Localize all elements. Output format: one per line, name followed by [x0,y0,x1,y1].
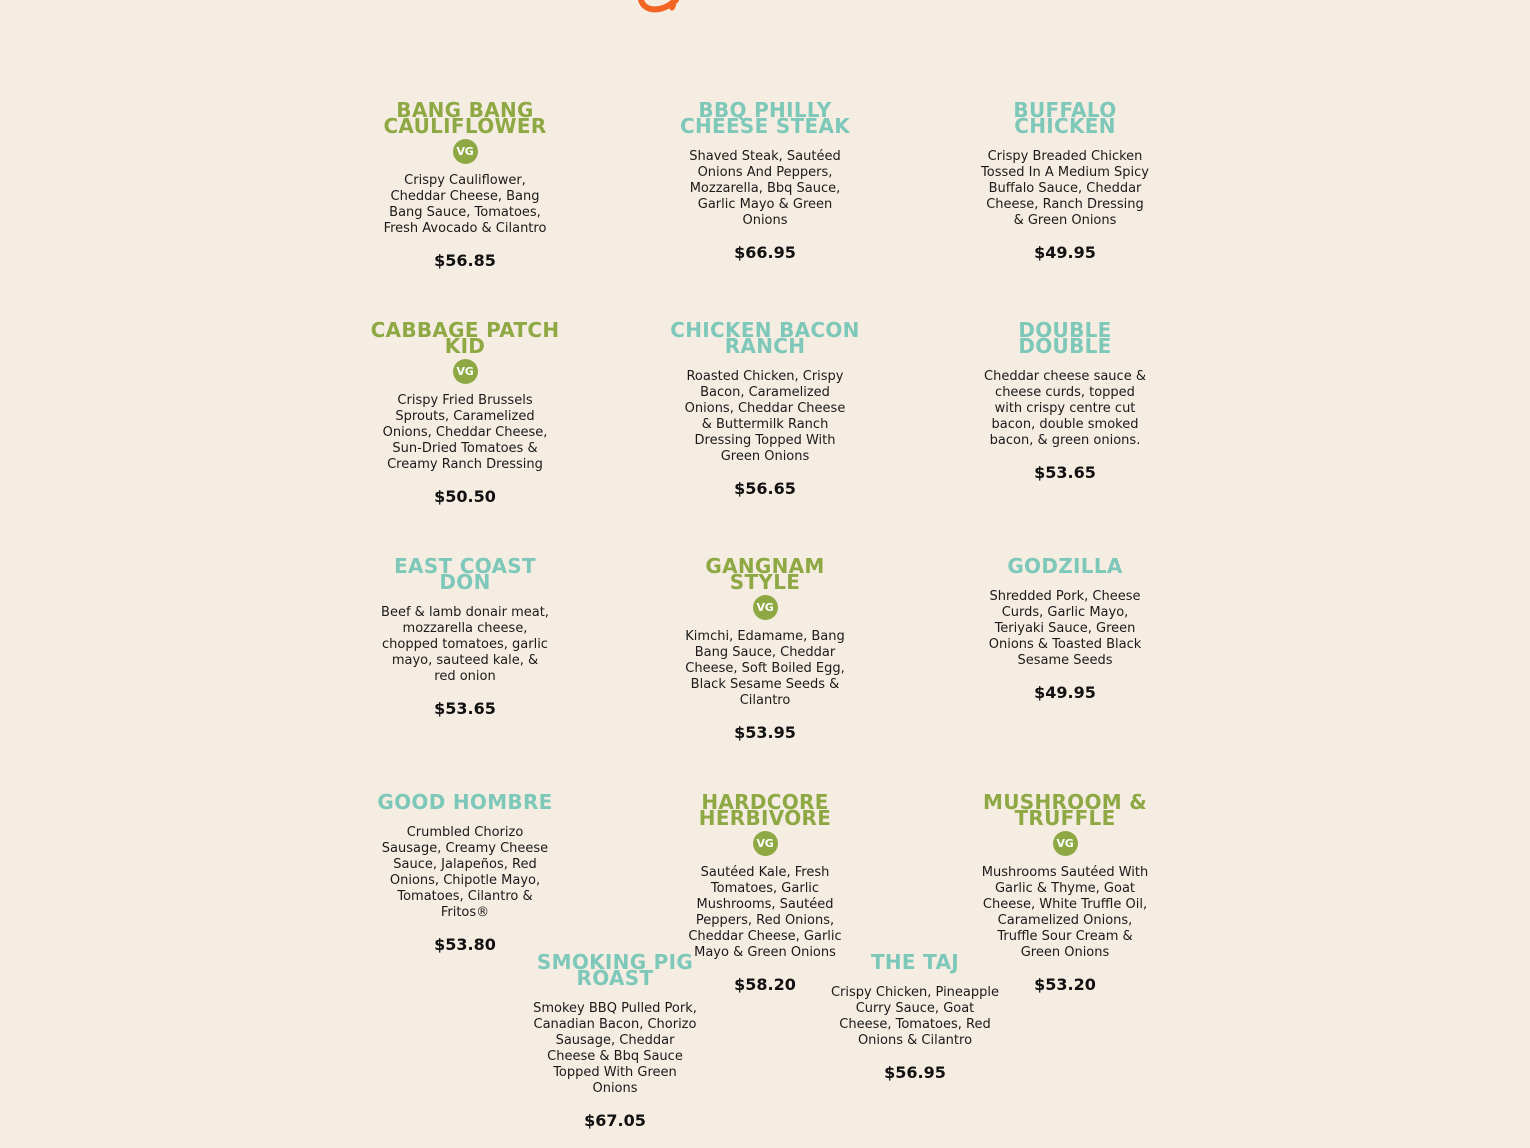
menu-item-title: GOOD HOMBRE [377,790,553,814]
menu-item-title: EAST COAST DON [394,554,536,594]
menu-item-title: MUSHROOM & TRUFFLE [983,790,1147,830]
menu-item-description: Smokey BBQ Pulled Pork, Canadian Bacon, Chorizo Sausage, Cheddar Cheese & Bbq Sauce Topped With Green Onions [533,1001,697,1096]
menu-item [315,320,615,506]
menu-item-description: Crumbled Chorizo Sausage, Creamy Cheese Sauce, Jalapeños, Red Onions, Chipotle Mayo, Tomatoes, Cilantro & Fritos® [381,825,549,920]
menu-item-price: $53.65 [434,699,496,718]
menu-item-title: BUFFALO CHICKEN [1013,98,1117,138]
vegetarian-badge-icon: VG [453,139,478,164]
menu-item-title: BANG BANG CAULIFLOWER [383,98,547,138]
vegetarian-badge-icon: VG [453,359,478,384]
menu-item-description: Shaved Steak, Sautéed Onions And Peppers, Mozzarella, Bbq Sauce, Garlic Mayo & Green Onions [689,149,841,228]
vegetarian-badge-icon: VG [753,831,778,856]
menu-item-title: SMOKING PIG ROAST [536,950,694,990]
menu-item-price: $58.20 [734,975,796,994]
menu-item-price: $56.85 [434,251,496,270]
menu-item-description: Crispy Chicken, Pineapple Curry Sauce, Goat Cheese, Tomatoes, Red Onions & Cilantro [830,985,999,1048]
menu-item-description: Cheddar cheese sauce & cheese curds, topped with crispy centre cut bacon, double smoked bacon, & green onions. [984,369,1146,448]
menu-item-price: $66.95 [734,243,796,262]
menu-item-description: Kimchi, Edamame, Bang Bang Sauce, Cheddar Cheese, Soft Boiled Egg, Black Sesame Seeds & Cilantro [685,629,845,708]
menu-item [615,320,915,506]
menu-item-price: $49.95 [1034,683,1096,702]
menu-item-title: BBQ PHILLY CHEESE STEAK [679,98,851,138]
menu-item-description: Crispy Fried Brussels Sprouts, Caramelized Onions, Cheddar Cheese, Sun-Dried Tomatoes & Creamy Ranch Dressing [382,393,548,472]
menu-item-title: CABBAGE PATCH KID [370,318,560,358]
menu-item-price: $67.05 [584,1111,646,1130]
menu-item [915,556,1215,742]
menu-item-description: Shredded Pork, Cheese Curds, Garlic Mayo, Teriyaki Sauce, Green Onions & Toasted Black Sesame Seeds [988,589,1142,668]
orange-script-logo-fragment-icon [636,0,684,16]
menu-item-description: Mushrooms Sautéed With Garlic & Thyme, Goat Cheese, White Truffle Oil, Caramelized Onions, Truffle Sour Cream & Green Onions [981,865,1149,960]
menu-item-title: GANGNAM STYLE [705,554,825,594]
menu-item-description: Crispy Cauliflower, Cheddar Cheese, Bang Bang Sauce, Tomatoes, Fresh Avocado & Cilantro [383,173,547,236]
menu-item-title: THE TAJ [870,950,960,974]
menu-item-description: Sautéed Kale, Fresh Tomatoes, Garlic Mushrooms, Sautéed Peppers, Red Onions, Cheddar Cheese, Garlic Mayo & Green Onions [688,865,842,960]
menu-item [315,556,615,742]
menu-item-price: $53.20 [1034,975,1096,994]
menu-item-description: Beef & lamb donair meat, mozzarella cheese, chopped tomatoes, garlic mayo, sauteed kale, & red onion [381,605,549,684]
menu-grid [315,100,1215,994]
menu-item-description: Roasted Chicken, Crispy Bacon, Caramelized Onions, Cheddar Cheese & Buttermilk Ranch Dressing Topped With Green Onions [684,369,846,464]
menu-item-description: Crispy Breaded Chicken Tossed In A Medium Spicy Buffalo Sauce, Cheddar Cheese, Ranch Dressing & Green Onions [981,149,1149,228]
menu-item [915,100,1215,270]
menu-item [915,320,1215,506]
menu-item-title: CHICKEN BACON RANCH [670,318,860,358]
vegetarian-badge-icon: VG [1053,831,1078,856]
menu-item-title: GODZILLA [1007,554,1123,578]
menu-item [465,952,765,1130]
menu-item [765,952,1065,1130]
menu-item-price: $56.65 [734,479,796,498]
menu-item-price: $53.65 [1034,463,1096,482]
vegetarian-badge-icon: VG [753,595,778,620]
menu-item [615,556,915,742]
menu-item [615,100,915,270]
menu-item-price: $56.95 [884,1063,946,1082]
menu-item-title: HARDCORE HERBIVORE [698,790,832,830]
menu-bottom-row [465,952,1065,1130]
menu-item-price: $53.80 [434,935,496,954]
menu-item [315,100,615,270]
menu-item-price: $50.50 [434,487,496,506]
menu-item-price: $49.95 [1034,243,1096,262]
menu-item-price: $53.95 [734,723,796,742]
menu-item-title: DOUBLE DOUBLE [1018,318,1112,358]
